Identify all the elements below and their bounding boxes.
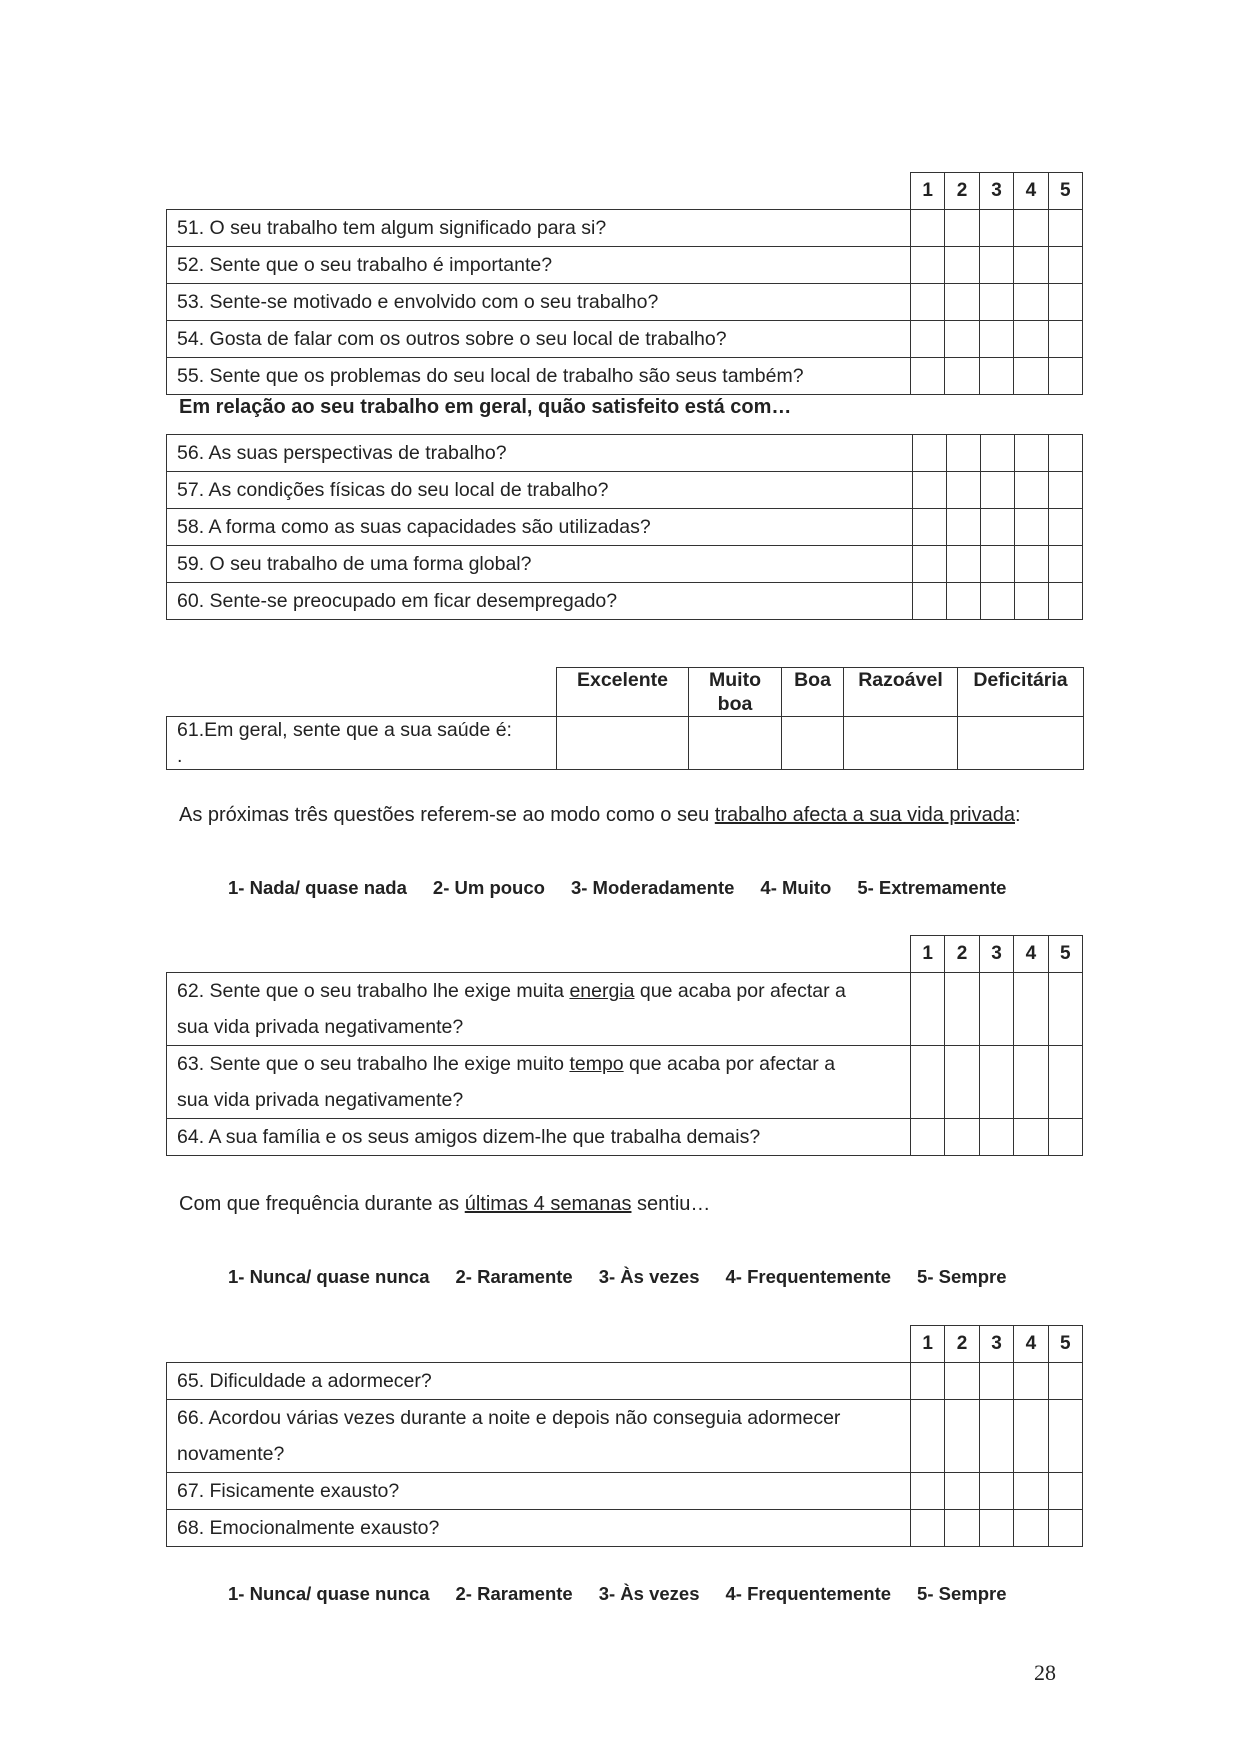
question-61-text: 61.Em geral, sente que a sua saúde é:: [177, 719, 512, 741]
question-52: 52. Sente que o seu trabalho é importante?: [167, 247, 911, 284]
scale1-item: 4- Muito: [760, 877, 832, 898]
answer-cell[interactable]: [945, 1119, 979, 1156]
scale3-item: 3- Às vezes: [598, 1583, 700, 1604]
answer-cell[interactable]: [945, 1510, 979, 1547]
intro1-underlined: trabalho afecta a sua vida privada: [714, 804, 1015, 826]
intro-work-private-life: [179, 804, 1021, 827]
answer-cell[interactable]: [1048, 358, 1082, 395]
col-2: 2: [945, 173, 979, 210]
answer-cell[interactable]: [1048, 1473, 1082, 1510]
answer-cell[interactable]: [1048, 973, 1082, 1046]
answer-cell[interactable]: [1014, 1400, 1048, 1473]
question-64: 64. A sua família e os seus amigos dizem-lhe que trabalha demais?: [167, 1119, 911, 1156]
table-51-55: [166, 172, 1083, 395]
answer-cell[interactable]: [979, 1046, 1013, 1119]
scale-legend-1: [228, 877, 1006, 899]
table-row: [167, 717, 1084, 770]
col-3: 3: [979, 173, 1013, 210]
answer-cell[interactable]: [911, 321, 945, 358]
col-5: 5: [1048, 173, 1082, 210]
answer-cell[interactable]: [1014, 472, 1048, 509]
table-row: [167, 435, 1083, 472]
answer-cell[interactable]: [911, 1510, 945, 1547]
header-boa: Boa: [782, 668, 844, 717]
answer-cell[interactable]: [911, 210, 945, 247]
answer-cell[interactable]: [979, 247, 1013, 284]
questions-62-64-table: [166, 935, 1083, 1156]
questions-51-55-table: [166, 172, 1083, 395]
answer-cell[interactable]: [1014, 321, 1048, 358]
question-67: 67. Fisicamente exausto?: [167, 1473, 911, 1510]
answer-cell[interactable]: [945, 1363, 979, 1400]
intro2-after: sentiu…: [631, 1193, 711, 1215]
answer-cell[interactable]: [946, 435, 980, 472]
answer-cell[interactable]: [1014, 435, 1048, 472]
intro1-before: As próximas três questões referem-se ao modo como o seu: [179, 804, 715, 826]
answer-cell[interactable]: [911, 1363, 945, 1400]
answer-cell[interactable]: [911, 1473, 945, 1510]
col-5: 5: [1048, 936, 1082, 973]
col-2: 2: [945, 936, 979, 973]
answer-cell[interactable]: [911, 1400, 945, 1473]
answer-cell[interactable]: [979, 1363, 1013, 1400]
answer-cell[interactable]: [979, 210, 1013, 247]
answer-cell[interactable]: [1014, 509, 1048, 546]
answer-cell[interactable]: [782, 717, 844, 770]
answer-cell[interactable]: [945, 1046, 979, 1119]
answer-cell[interactable]: [1014, 1046, 1048, 1119]
answer-cell[interactable]: [1048, 509, 1082, 546]
col-4: 4: [1014, 1326, 1048, 1363]
questions-65-68-table: [166, 1325, 1083, 1547]
answer-cell[interactable]: [979, 284, 1013, 321]
question-55: 55. Sente que os problemas do seu local de trabalho são seus também?: [167, 358, 911, 395]
question-61: [167, 717, 557, 770]
answer-cell[interactable]: [911, 973, 945, 1046]
answer-cell[interactable]: [945, 973, 979, 1046]
health-table-block: [166, 667, 1084, 770]
answer-cell[interactable]: [980, 472, 1014, 509]
question-57: 57. As condições físicas do seu local de trabalho?: [167, 472, 913, 509]
answer-cell[interactable]: [979, 321, 1013, 358]
answer-cell[interactable]: [1048, 1363, 1082, 1400]
answer-cell[interactable]: [1048, 247, 1082, 284]
answer-cell[interactable]: [1014, 247, 1048, 284]
answer-cell[interactable]: [979, 1400, 1013, 1473]
health-table: [166, 667, 1084, 770]
header-razoavel: Razoável: [844, 668, 958, 717]
answer-cell[interactable]: [1014, 1473, 1048, 1510]
answer-cell[interactable]: [946, 509, 980, 546]
answer-cell[interactable]: [1014, 210, 1048, 247]
scale2-item: 1- Nunca/ quase nunca: [228, 1266, 430, 1287]
question-51: 51. O seu trabalho tem algum significado para si?: [167, 210, 911, 247]
answer-cell[interactable]: [1048, 1119, 1082, 1156]
table-row: [167, 509, 1083, 546]
intro-frequency: [179, 1193, 710, 1216]
table-row: [167, 210, 1083, 247]
answer-cell[interactable]: [1048, 1046, 1082, 1119]
question-66: 66. Acordou várias vezes durante a noite e depois não conseguia adormecer novamente?: [167, 1400, 911, 1473]
header-row: [167, 1326, 1083, 1363]
answer-cell[interactable]: [911, 1046, 945, 1119]
intro1-after: :: [1015, 804, 1021, 826]
answer-cell[interactable]: [1014, 583, 1048, 620]
question-54: 54. Gosta de falar com os outros sobre o seu local de trabalho?: [167, 321, 911, 358]
col-1: 1: [911, 173, 945, 210]
answer-cell[interactable]: [911, 358, 945, 395]
col-3: 3: [979, 936, 1013, 973]
intro2-underlined: últimas 4 semanas: [464, 1193, 632, 1215]
col-4: 4: [1014, 936, 1048, 973]
answer-cell[interactable]: [979, 1473, 1013, 1510]
col-1: 1: [911, 936, 945, 973]
answer-cell[interactable]: [945, 358, 979, 395]
answer-cell[interactable]: [979, 973, 1013, 1046]
question-60: 60. Sente-se preocupado em ficar desempregado?: [167, 583, 913, 620]
health-header-row: [167, 668, 1084, 717]
answer-cell[interactable]: [945, 1473, 979, 1510]
answer-cell[interactable]: [912, 435, 946, 472]
answer-cell[interactable]: [1048, 1400, 1082, 1473]
table-row: [167, 321, 1083, 358]
answer-cell[interactable]: [911, 284, 945, 321]
question-62: 62. Sente que o seu trabalho lhe exige muita energia que acaba por afectar a sua vida privada negativamente?: [167, 973, 911, 1046]
scale3-item: 1- Nunca/ quase nunca: [228, 1583, 430, 1604]
table-row: [167, 1119, 1083, 1156]
answer-cell[interactable]: [1048, 321, 1082, 358]
answer-cell[interactable]: [689, 717, 782, 770]
answer-cell[interactable]: [912, 583, 946, 620]
page-number: 28: [1034, 1660, 1056, 1685]
answer-cell[interactable]: [1048, 472, 1082, 509]
answer-cell[interactable]: [979, 1510, 1013, 1547]
question-63: 63. Sente que o seu trabalho lhe exige muito tempo que acaba por afectar a sua vida privada negativamente?: [167, 1046, 911, 1119]
answer-cell[interactable]: [979, 1119, 1013, 1156]
scale2-item: 5- Sempre: [917, 1266, 1007, 1287]
col-2: 2: [945, 1326, 979, 1363]
answer-cell[interactable]: [945, 321, 979, 358]
intro2-before: Com que frequência durante as: [179, 1193, 465, 1215]
answer-cell[interactable]: [945, 210, 979, 247]
scale1-item: 3- Moderadamente: [570, 877, 735, 898]
answer-cell[interactable]: [946, 546, 980, 583]
questions-56-60-table: [166, 434, 1083, 620]
table-row: [167, 1400, 1083, 1473]
question-53: 53. Sente-se motivado e envolvido com o seu trabalho?: [167, 284, 911, 321]
table-row: [167, 1510, 1083, 1547]
col-3: 3: [979, 1326, 1013, 1363]
col-1: 1: [911, 1326, 945, 1363]
question-59: 59. O seu trabalho de uma forma global?: [167, 546, 913, 583]
table-row: [167, 546, 1083, 583]
question-58: 58. A forma como as suas capacidades são utilizadas?: [167, 509, 913, 546]
table-row: [167, 1046, 1083, 1119]
table-row: [167, 1363, 1083, 1400]
question-68: 68. Emocionalmente exausto?: [167, 1510, 911, 1547]
col-4: 4: [1014, 173, 1048, 210]
answer-cell[interactable]: [946, 472, 980, 509]
header-excelente: Excelente: [557, 668, 689, 717]
answer-cell[interactable]: [1048, 583, 1082, 620]
scale1-item: 5- Extremamente: [857, 877, 1007, 898]
answer-cell[interactable]: [1014, 284, 1048, 321]
answer-cell[interactable]: [911, 1119, 945, 1156]
header-row: [167, 936, 1083, 973]
answer-cell[interactable]: [979, 358, 1013, 395]
answer-cell[interactable]: [1048, 546, 1082, 583]
answer-cell[interactable]: [1048, 1510, 1082, 1547]
scale3-item: 2- Raramente: [455, 1583, 573, 1604]
question-56: 56. As suas perspectivas de trabalho?: [167, 435, 913, 472]
answer-cell[interactable]: [557, 717, 689, 770]
scale2-item: 2- Raramente: [455, 1266, 573, 1287]
header-row: [167, 173, 1083, 210]
header-deficitaria: Deficitária: [958, 668, 1084, 717]
scale-legend-3: [228, 1583, 1007, 1605]
scale1-item: 1- Nada/ quase nada: [228, 877, 407, 898]
answer-cell[interactable]: [980, 583, 1014, 620]
scale3-item: 4- Frequentemente: [725, 1583, 892, 1604]
question-65: 65. Dificuldade a adormecer?: [167, 1363, 911, 1400]
answer-cell[interactable]: [945, 1400, 979, 1473]
table-row: [167, 973, 1083, 1046]
answer-cell[interactable]: [912, 509, 946, 546]
answer-cell[interactable]: [1048, 210, 1082, 247]
answer-cell[interactable]: [958, 717, 1084, 770]
answer-cell[interactable]: [980, 509, 1014, 546]
col-5: 5: [1048, 1326, 1082, 1363]
table-row: [167, 472, 1083, 509]
answer-cell[interactable]: [1014, 1510, 1048, 1547]
answer-cell[interactable]: [844, 717, 958, 770]
table-row: [167, 358, 1083, 395]
table-65-68: [166, 1325, 1083, 1547]
table-row: [167, 284, 1083, 321]
answer-cell[interactable]: [1014, 1119, 1048, 1156]
table-56-60: [166, 434, 1083, 620]
answer-cell[interactable]: [1014, 973, 1048, 1046]
answer-cell[interactable]: [1014, 358, 1048, 395]
scale2-item: 3- Às vezes: [598, 1266, 700, 1287]
answer-cell[interactable]: [1014, 1363, 1048, 1400]
answer-cell[interactable]: [945, 284, 979, 321]
answer-cell[interactable]: [911, 247, 945, 284]
section-heading: Em relação ao seu trabalho em geral, quão satisfeito está com…: [179, 396, 792, 418]
scale3-item: 5- Sempre: [917, 1583, 1007, 1604]
scale2-item: 4- Frequentemente: [725, 1266, 892, 1287]
scale-legend-2: [228, 1266, 1007, 1288]
answer-cell[interactable]: [1048, 435, 1082, 472]
answer-cell[interactable]: [980, 435, 1014, 472]
table-row: [167, 583, 1083, 620]
answer-cell[interactable]: [1048, 284, 1082, 321]
table-row: [167, 247, 1083, 284]
answer-cell[interactable]: [945, 247, 979, 284]
table-62-64: [166, 935, 1083, 1156]
table-row: [167, 1473, 1083, 1510]
answer-cell[interactable]: [912, 546, 946, 583]
answer-cell[interactable]: [912, 472, 946, 509]
answer-cell[interactable]: [1014, 546, 1048, 583]
scale1-item: 2- Um pouco: [432, 877, 545, 898]
header-muito-boa: Muito boa: [689, 668, 782, 717]
answer-cell[interactable]: [946, 583, 980, 620]
question-61-cont: .: [177, 745, 183, 767]
answer-cell[interactable]: [980, 546, 1014, 583]
